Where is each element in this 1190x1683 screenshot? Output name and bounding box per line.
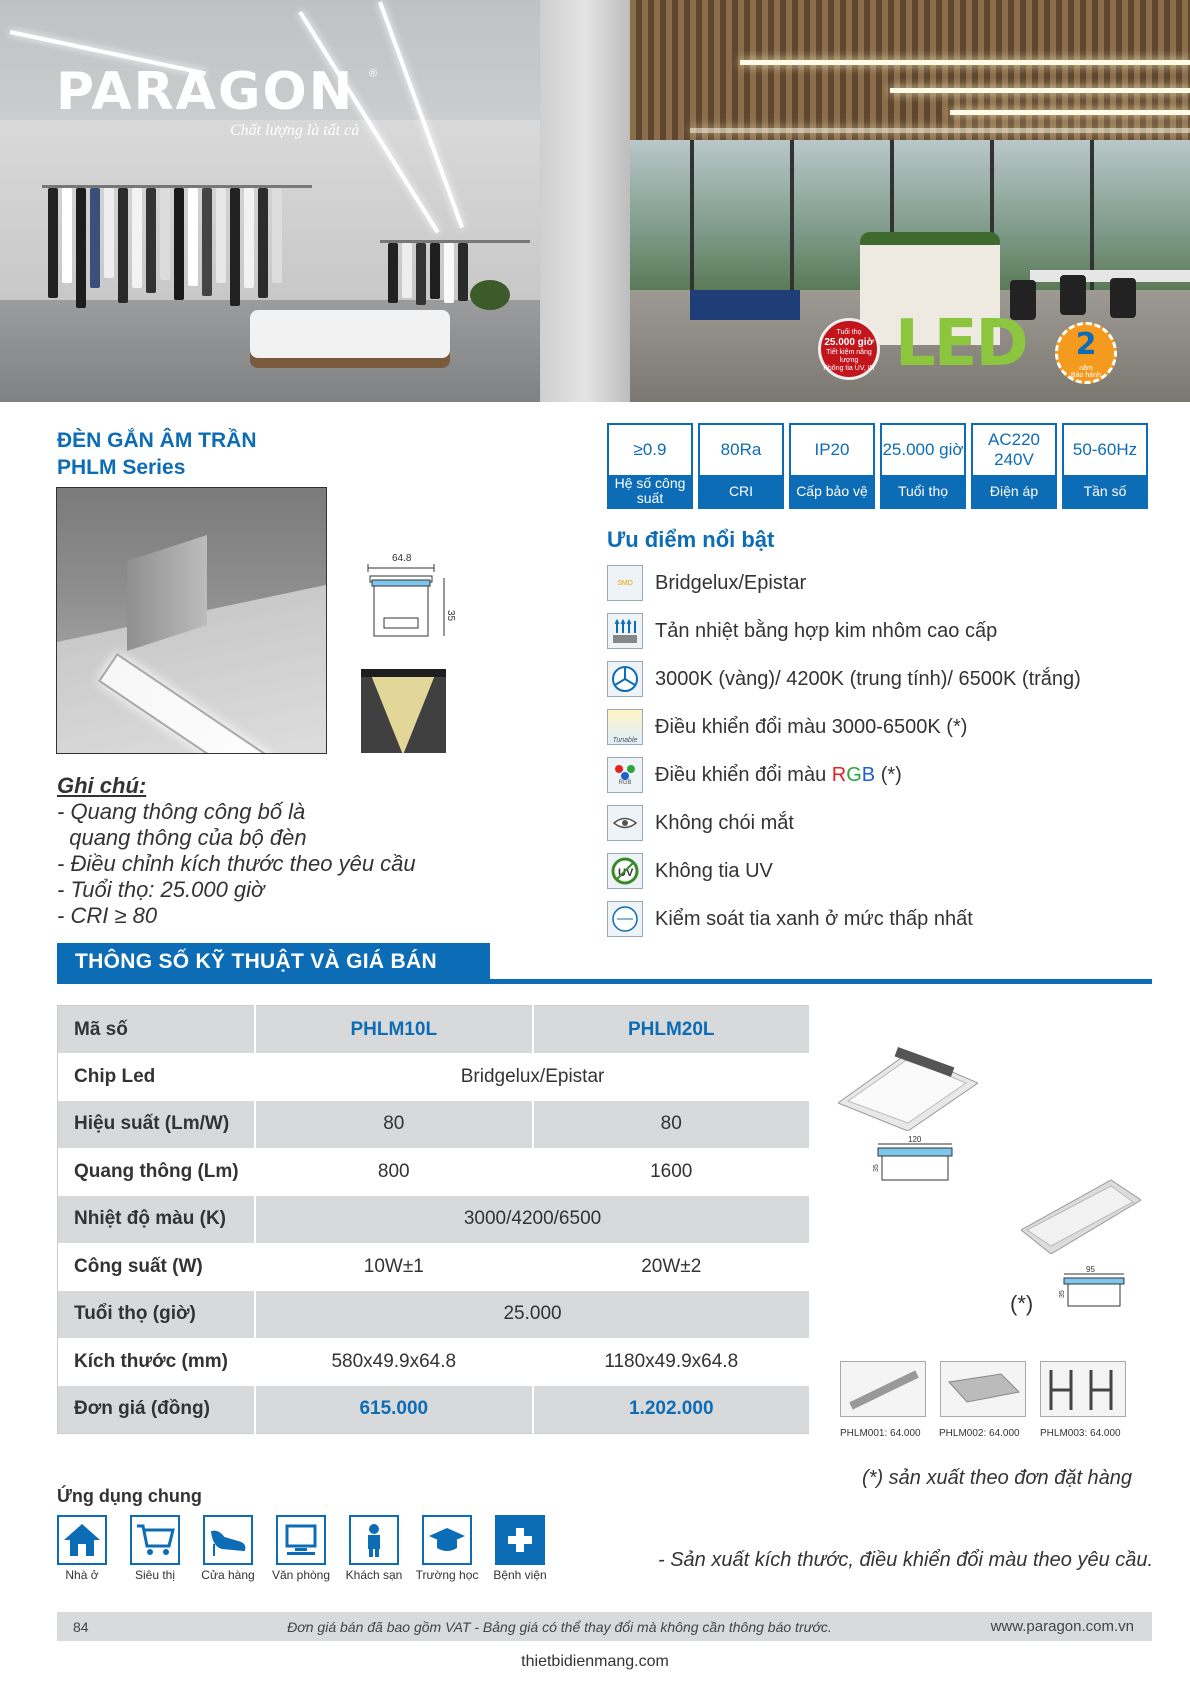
profile-95-drawing [1058,1266,1130,1316]
website-link[interactable]: www.paragon.com.vn [990,1618,1134,1635]
application-label: Bệnh viện [493,1568,547,1582]
spec-label: Hệ số công suất [609,475,691,507]
row-label: Đơn giá (đồng) [58,1386,256,1434]
svg-text:UV: UV [618,867,634,879]
order-note: (*) sản xuất theo đơn đặt hàng [862,1467,1133,1489]
brand-name: PARAGON [56,62,355,122]
table-cell: 1180x49.9x64.8 [533,1338,811,1386]
price-cell: 1.202.000 [533,1386,811,1434]
advantage-text: Điều khiển đổi màu 3000-6500K (*) [655,715,968,738]
application-label: Trường học [415,1568,479,1582]
badge-text: Không tia UV, IR [823,364,875,372]
advantage-text: Không chói mắt [655,811,794,834]
applications-title: Ứng dụng chung [57,1486,202,1506]
lifetime-badge [818,318,880,380]
advantages-title: Ưu điểm nổi bật [607,527,775,552]
table-cell: 80 [533,1101,811,1149]
office-computer-icon [276,1515,326,1565]
advantage-item [607,613,997,649]
table-row [58,1338,811,1386]
note-line: quang thông của bộ đèn [57,825,307,850]
brand-slogan: Chất lượng là tất cả [230,122,360,139]
section-divider [57,979,1152,984]
icon-caption: Tunable [612,737,638,744]
advantage-text: 3000K (vàng)/ 4200K (trung tính)/ 6500K (trắng) [655,667,1081,690]
graduation-cap-icon [422,1515,472,1565]
anti-glare-eye-icon [607,805,643,841]
advantage-item [607,565,806,601]
advantage-text: Kiểm soát tia xanh ở mức thấp nhất [655,907,973,930]
table-row [58,1148,811,1196]
advantage-item [607,901,973,937]
rgb-r-letter: R [831,763,847,786]
dim-width-label: 95 [1086,1266,1095,1274]
row-label: Nhiệt độ màu (K) [58,1196,256,1244]
table-cell: 10W±1 [255,1243,532,1291]
application-label: Cửa hàng [201,1568,255,1582]
table-row [58,1053,811,1101]
tunable-icon [607,709,643,745]
spec-value: AC220 240V [973,425,1055,475]
row-label: Tuổi thọ (giờ) [58,1291,256,1339]
led-logo: LED [895,307,1027,381]
badge-text: 25.000 giờ [824,337,874,349]
advantage-text: Không tia UV [655,859,773,882]
note-line: - CRI ≥ 80 [57,903,158,928]
spec-label: Điện áp [973,475,1055,507]
blue-light-filter-icon [607,901,643,937]
registered-mark: ® [369,68,378,80]
spec-label: Tuổi thọ [882,475,964,507]
dim-height-label: 35 [873,1164,880,1172]
table-cell: 800 [255,1148,532,1196]
dim-height-label: 35 [1059,1290,1066,1298]
model-code: PHLM10L [255,1006,532,1054]
spec-value: IP20 [791,425,873,475]
light-beam-illustration [361,669,446,753]
note-line: - Điều chỉnh kích thước theo yêu cầu [57,851,416,876]
spec-box-power-factor [607,423,693,509]
warranty-badge [1055,322,1117,384]
accessory-label: PHLM001: 64.000 [840,1428,921,1439]
rgb-b-letter: B [861,763,876,786]
dim-height-label: 35 [445,610,456,622]
icon-caption: SMD [617,579,633,587]
product-title-line1: ĐÈN GẮN ÂM TRẦN [57,429,257,452]
note-line: - Quang thông công bố là [57,799,306,824]
profile-120-photo [838,1043,978,1131]
spec-box-frequency [1062,423,1148,509]
section-title: THÔNG SỐ KỸ THUẬT VÀ GIÁ BÁN [57,943,490,981]
icon-caption: RGB [618,780,632,786]
advantage-item [607,757,902,793]
warranty-years: 2 [1075,327,1097,362]
table-cell: 1600 [533,1148,811,1196]
spec-label: Cấp bảo vệ [791,475,873,507]
spec-box-cri [698,423,784,509]
row-label: Hiệu suất (Lm/W) [58,1101,256,1149]
advantage-item [607,661,1081,697]
custom-production-note: - Sản xuất kích thước, điều khiển đổi màu theo yêu cầu. [658,1549,1154,1571]
product-title [57,427,257,481]
hero-showroom-photo [0,0,630,402]
advantage-item [607,805,794,841]
row-label: Công suất (W) [58,1243,256,1291]
note-line: - Tuổi thọ: 25.000 giờ [57,877,265,902]
product-series: PHLM Series [57,456,186,479]
shopping-cart-icon [130,1515,180,1565]
cross-section-drawing [360,548,470,648]
accessory-phlm003-photo [1040,1361,1126,1417]
spec-label: CRI [700,475,782,507]
application-label: Nhà ở [65,1568,99,1582]
row-label: Mã số [58,1006,256,1054]
spec-value: ≥0.9 [609,425,691,475]
spec-boxes [607,423,1148,509]
footer-bar [57,1612,1152,1641]
rgb-icon [607,757,643,793]
accessory-phlm002-photo [940,1361,1026,1417]
table-cell: 80 [255,1101,532,1149]
hero-banner [0,0,1190,402]
profile-95-photo [1021,1170,1141,1254]
table-cell: 20W±2 [533,1243,811,1291]
advantage-item [607,853,773,889]
table-row [58,1101,811,1149]
page-number: 84 [73,1618,89,1635]
table-row [58,1386,811,1434]
notes-heading: Ghi chú: [57,773,147,798]
advantage-item [607,709,967,745]
advantage-text-part: Điều khiển đổi màu [655,763,832,786]
spec-box-voltage [971,423,1057,509]
advantage-text: Tản nhiệt bằng hợp kim nhôm cao cấp [655,619,998,642]
vat-disclaimer: Đơn giá bán đã bao gồm VAT - Bảng giá có thể thay đổi mà không cần thông báo trước. [287,1618,832,1635]
application-label: Siêu thị [134,1568,176,1582]
advantage-text: Bridgelux/Epistar [655,571,807,594]
product-photo [56,487,327,754]
row-label: Kích thước (mm) [58,1338,256,1386]
color-temperature-icon [607,661,643,697]
table-cell: 3000/4200/6500 [255,1196,810,1244]
smd-chip-icon [607,565,643,601]
spec-value: 80Ra [700,425,782,475]
spec-box-ip-rating [789,423,875,509]
rgb-g-letter: G [846,763,862,786]
table-row [58,1006,811,1054]
spec-label: Tần số [1064,475,1146,507]
table-row [58,1196,811,1244]
accessory-label: PHLM002: 64.000 [939,1428,1020,1439]
advantage-text-part: (*) [875,763,902,786]
dim-width-label: 120 [908,1136,922,1144]
notes-block [57,773,416,929]
accessory-label: PHLM003: 64.000 [1040,1428,1121,1439]
table-row [58,1291,811,1339]
spec-value: 25.000 giờ [882,425,964,475]
paragon-logo [56,62,378,140]
warranty-label: Bảo hành [1071,372,1101,379]
table-row [58,1243,811,1291]
house-icon [57,1515,107,1565]
row-label: Chip Led [58,1053,256,1101]
badge-text: Tuổi thọ [836,329,862,336]
no-uv-icon [607,853,643,889]
advantage-text [655,764,902,787]
hospital-cross-icon [495,1515,545,1565]
spec-box-lifetime [880,423,966,509]
spec-price-table [57,1005,811,1434]
profile-120-drawing [872,1136,958,1192]
application-label: Khách sạn [345,1568,403,1582]
price-cell: 615.000 [255,1386,532,1434]
accessory-phlm001-photo [840,1361,926,1417]
heat-sink-icon [607,613,643,649]
hotel-staff-icon [349,1515,399,1565]
high-heel-icon [203,1515,253,1565]
dim-width-label: 64.8 [392,553,412,564]
model-code: PHLM20L [533,1006,811,1054]
custom-order-mark: (*) [1010,1291,1034,1316]
table-cell: Bridgelux/Epistar [255,1053,810,1101]
application-label: Văn phòng [271,1568,331,1582]
row-label: Quang thông (Lm) [58,1148,256,1196]
badge-text: Tiết kiệm năng lượng [826,348,872,364]
spec-value: 50-60Hz [1064,425,1146,475]
table-cell: 25.000 [255,1291,810,1339]
watermark-site: thietbidienmang.com [521,1653,669,1670]
warranty-unit: năm [1079,365,1093,372]
table-cell: 580x49.9x64.8 [255,1338,532,1386]
